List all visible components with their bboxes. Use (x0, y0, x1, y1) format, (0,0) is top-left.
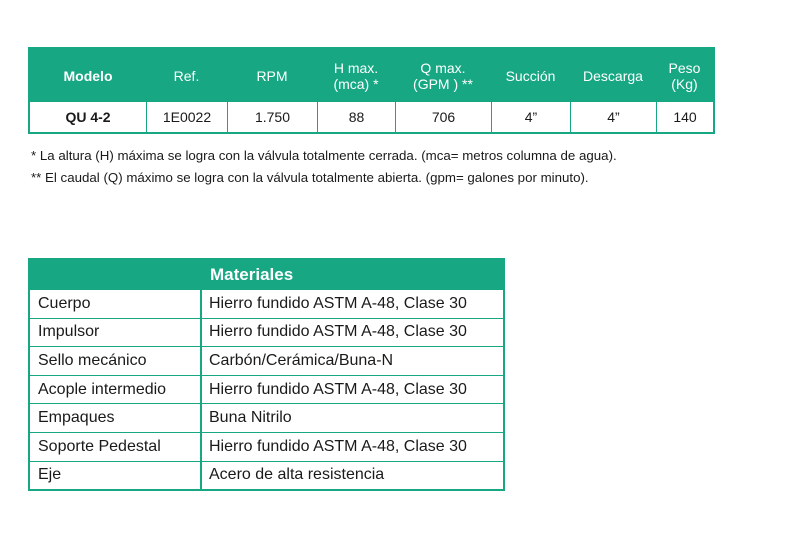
material-value: Hierro fundido ASTM A-48, Clase 30 (209, 323, 467, 341)
header-descarga: Descarga (583, 67, 643, 84)
cell-rpm: 1.750 (227, 102, 317, 132)
table-row (30, 403, 503, 432)
table-row (30, 432, 503, 461)
material-label: Soporte Pedestal (30, 433, 202, 461)
header-q-max: Q max. (GPM ) ** (413, 59, 473, 92)
material-value: Hierro fundido ASTM A-48, Clase 30 (209, 437, 467, 455)
material-label: Cuerpo (30, 290, 202, 318)
material-value: Buna Nitrilo (209, 409, 292, 427)
material-label: Acople intermedio (30, 376, 202, 404)
header-modelo: Modelo (63, 67, 113, 84)
footnote-q: ** El caudal (Q) máximo se logra con la válvula totalmente abierta. (gpm= galones por minuto). (31, 170, 589, 185)
material-label: Eje (30, 462, 202, 490)
header-h-max: H max. (mca) * (333, 59, 379, 92)
material-value: Acero de alta resistencia (209, 466, 385, 484)
table-row (30, 289, 503, 318)
table-row (30, 102, 713, 132)
material-label: Empaques (30, 404, 202, 432)
header-succion: Succión (505, 67, 556, 84)
cell-descarga: 4” (570, 102, 656, 132)
material-label: Sello mecánico (30, 347, 202, 375)
cell-ref: 1E0022 (146, 102, 227, 132)
cell-peso: 140 (656, 102, 713, 132)
header-peso: Peso (Kg) (668, 59, 701, 92)
header-rpm: RPM (256, 67, 288, 84)
specs-header-row (30, 49, 713, 102)
table-row (30, 346, 503, 375)
specs-table (28, 47, 715, 134)
materials-table (28, 258, 505, 491)
header-ref: Ref. (173, 67, 200, 84)
materials-header (30, 260, 503, 289)
footnotes (31, 145, 617, 189)
material-label: Impulsor (30, 319, 202, 347)
table-row (30, 461, 503, 490)
table-row (30, 318, 503, 347)
material-value: Hierro fundido ASTM A-48, Clase 30 (209, 380, 467, 398)
table-row (30, 375, 503, 404)
material-value: Carbón/Cerámica/Buna-N (209, 351, 394, 369)
cell-modelo: QU 4-2 (65, 109, 111, 125)
cell-q-max: 706 (395, 102, 491, 132)
materials-title: Materiales (210, 265, 294, 284)
cell-h-max: 88 (317, 102, 395, 132)
material-value: Hierro fundido ASTM A-48, Clase 30 (209, 294, 467, 312)
cell-succion: 4” (491, 102, 570, 132)
footnote-h: * La altura (H) máxima se logra con la válvula totalmente cerrada. (mca= metros columna de agua). (31, 148, 617, 163)
